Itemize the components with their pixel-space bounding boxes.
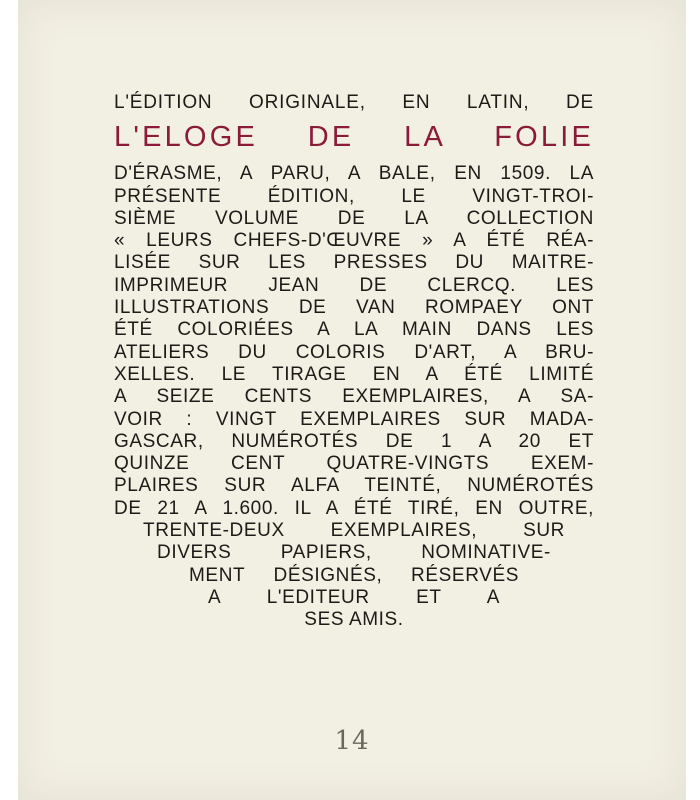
colophon-text bbox=[114, 92, 594, 632]
body-line: ILLUSTRATIONS DE VAN ROMPAEY ONT bbox=[114, 297, 594, 319]
body-line: QUINZE CENT QUATRE-VINGTS EXEM- bbox=[114, 453, 594, 475]
body-line: SIÈME VOLUME DE LA COLLECTION bbox=[114, 207, 594, 229]
body-line: IMPRIMEUR JEAN DE CLERCQ. LES bbox=[114, 274, 594, 296]
body-line: GASCAR, NUMÉROTÉS DE 1 A 20 ET bbox=[114, 430, 594, 452]
body-line: LISÉE SUR LES PRESSES DU MAITRE- bbox=[114, 252, 594, 274]
body-line: VOIR : VINGT EXEMPLAIRES SUR MADA- bbox=[114, 408, 594, 430]
book-page bbox=[18, 0, 686, 800]
body-line: ATELIERS DU COLORIS D'ART, A BRU- bbox=[114, 341, 594, 363]
tail-line: TRENTE-DEUX EXEMPLAIRES, SUR bbox=[143, 520, 565, 542]
tail-line: DIVERS PAPIERS, NOMINATIVE- bbox=[157, 542, 551, 564]
tail-line: A L'EDITEUR ET A bbox=[208, 586, 500, 608]
body-line: D'ÉRASME, A PARU, A BALE, EN 1509. LA bbox=[114, 163, 594, 185]
tail-line: MENT DÉSIGNÉS, RÉSERVÉS bbox=[189, 564, 519, 586]
tail-line: SES AMIS. bbox=[304, 609, 404, 631]
body-line: PRÉSENTE ÉDITION, LE VINGT-TROI- bbox=[114, 185, 594, 207]
body-line: ÉTÉ COLORIÉES A LA MAIN DANS LES bbox=[114, 319, 594, 341]
book-title: L'ELOGE DE LA FOLIE bbox=[114, 121, 594, 154]
page-number: 14 bbox=[334, 726, 370, 756]
body-line: PLAIRES SUR ALFA TEINTÉ, NUMÉROTÉS bbox=[114, 475, 594, 497]
body-line: DE 21 A 1.600. IL A ÉTÉ TIRÉ, EN OUTRE, bbox=[114, 497, 594, 519]
body-line: A SEIZE CENTS EXEMPLAIRES, A SA- bbox=[114, 386, 594, 408]
body-line: « LEURS CHEFS-D'ŒUVRE » A ÉTÉ RÉA- bbox=[114, 230, 594, 252]
body-line: XELLES. LE TIRAGE EN A ÉTÉ LIMITÉ bbox=[114, 363, 594, 385]
intro-line: L'ÉDITION ORIGINALE, EN LATIN, DE bbox=[114, 92, 594, 113]
